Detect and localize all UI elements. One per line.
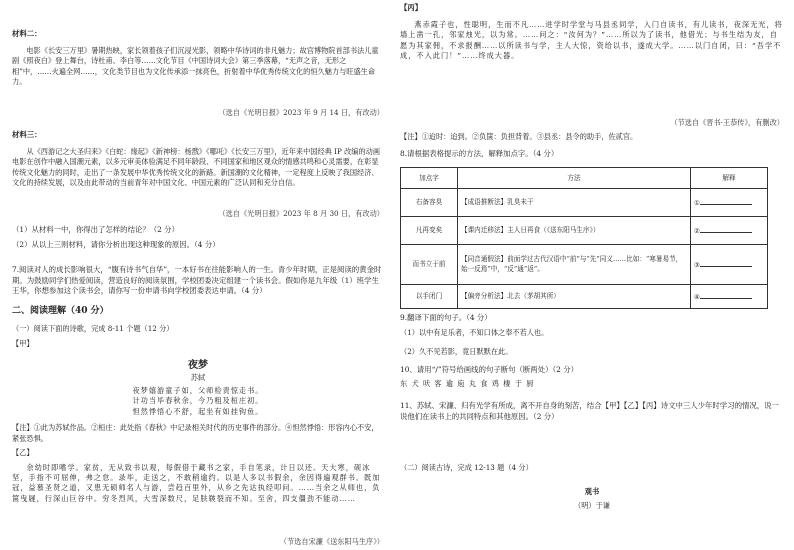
table-header: 方法: [458, 168, 691, 189]
material-2-source: （选自《光明日报》2023 年 9 月 14 日，有改动）: [218, 107, 384, 117]
table-cell-word: 而书立于前: [401, 245, 458, 285]
table-cell-word: 凡再变矣: [401, 217, 458, 245]
table-cell-answer: [691, 285, 768, 309]
table-row: [401, 245, 768, 285]
jia-label: 【甲】: [12, 338, 34, 348]
table-cell-answer: [691, 189, 768, 217]
table-cell-method: 【偏旁分析法】北去（茅胡其所）: [458, 285, 691, 309]
bing-source: （节选自《晋书·王恭传》，有删改）: [670, 117, 784, 127]
poem-line: 夜梦嬉游童子如，父师检责惊走书。: [132, 385, 264, 395]
table-header: 解释: [691, 168, 768, 189]
left-column: [12, 0, 384, 550]
table-row: [401, 217, 768, 245]
poem-body: [12, 386, 384, 417]
poem-2-author: （明）于谦: [574, 501, 610, 511]
answer-blank[interactable]: [700, 225, 752, 233]
table-cell-word: 右备容臭: [401, 189, 458, 217]
poem-line: 怛然悸悟心不舒，起坐有如挂钩鱼。: [132, 406, 264, 416]
answer-blank[interactable]: [700, 197, 752, 205]
table-cell-method: 【同音通假法】前面学过古代汉语中“前”与“先”同义……比如：“寒暑易节，始一反焉”中，“反”通“返”。: [458, 245, 691, 285]
poem-author: 苏轼: [190, 373, 206, 383]
table-cell-answer: [691, 217, 768, 245]
answer-number: ③: [694, 261, 700, 270]
table-row: [401, 285, 768, 309]
yi-source: （节选自宋濂《送东阳马生序》）: [279, 536, 384, 546]
question-11: 11、苏轼、宋濂、归有光学有所成，离不开自身的刻苦，结合【甲】【乙】【丙】诗文中三人少年时学习的情况，说一说他们在读书上的共同特点和其他原因。（2 分）: [400, 401, 779, 421]
poem-2-title: 观书: [584, 487, 600, 497]
table-header-row: [401, 168, 768, 189]
table-cell-method: 【成语推断法】乳臭未干: [458, 189, 691, 217]
subsection-2: （二）阅读古诗，完成 12-13 题（4 分）: [400, 462, 533, 472]
answer-number: ②: [694, 227, 700, 236]
answer-blank[interactable]: [700, 291, 752, 299]
answer-number: ④: [694, 293, 700, 302]
yi-passage: 余幼时即嗜学。家贫，无从致书以观，每假借于藏书之家，手自笔录，计日以还。天大寒，砚冰坚，手指不可屈伸，弗之怠。录毕，走送之，不敢稍逾约。以是人多以书假余，余因得遍观群书。既加冠，益慕圣贤之道，又患无硕师名人与游，尝趋百里外，从乡之先达执经叩问。……当余之从师也，负箧曳屣，行深山巨谷中。穷冬烈风，大雪深数尺，足肤皲裂而不知。至舍，四支僵劲不能动……: [12, 462, 381, 503]
yi-label: 【乙】: [12, 448, 34, 458]
poem-title: 夜梦: [188, 359, 208, 371]
table-header: 加点字: [401, 168, 458, 189]
answer-number: ①: [694, 199, 700, 208]
table-cell-word: 以手闭门: [401, 285, 458, 309]
vocab-table: [400, 167, 768, 309]
question-7: 7.阅读对人的成长影响很大，“腹有诗书气自华”，一本好书在往能影响人的一生。青少年时期，正是阅读的黄金时期。为鼓励同学们热爱阅读，营造良好的阅读氛围，学校团委决定组建一个读书会。假如你是九年级（1）班学生王华，你想参加这个读书会，请你写一份申请书向学校团委表达申请。（4 分）: [12, 264, 382, 296]
question-9-part-2: （2）久不见若影，竟日默默在此。: [400, 346, 513, 356]
table-cell-method: 【课内迁移法】主人日再食（《送东阳马生序》）: [458, 217, 691, 245]
material-3-body: 从《西游记之大圣归来》《白蛇：缘起》《新神榜：杨戬》《哪吒》《长安三万里》，近年来中国经典 IP 改编的动画电影在创作中融入国潮元素，以多元审美体验满足不同年龄段、不同国家和地区观众的情感共鸣和心灵需要，在彰显传统文化魅力的同时，走出了一条发展中华优秀传统文化的新路。新国潮的文化精神，一定程度上反映了我国经济、文化的持续发展，以及由此带动的当前青年对中国文化、中国元素的广泛认同和充分自信。: [12, 146, 381, 188]
bing-note: 【注】①迨时：迨到。②负箧：负担背着。③县丞：县令的助手，佐贰官。: [400, 132, 638, 142]
poem-line: 计功当毕春秋余，今乃粗及桓庄初。: [132, 396, 264, 406]
material-2-heading: 材料二：: [12, 29, 42, 38]
material-3-source: （选自《光明日报》2023 年 8 月 30 日，有改动）: [218, 208, 384, 218]
subsection-1: （一）阅读下面的诗歌，完成 8-11 个题（12 分）: [12, 324, 174, 334]
poem-note: 【注】①此为苏轼作品。②桓庄：此处指《春秋》中记录相关时代的历史事件的部分。④怛然悸悟：形容内心不安，紧张恐惧。: [12, 423, 379, 443]
question-9: 9.翻译下面的句子。（4 分）: [400, 313, 492, 323]
question-1: （1）从材料一中，你得出了怎样的结论？（2 分）: [12, 225, 179, 235]
section-2-heading: 二、阅读理解（40 分）: [12, 306, 109, 317]
material-2-body: 电影《长安三万里》暑期热映，家长领着孩子们沉浸光影，领略中华诗词的非凡魅力；故宫博物院首部书法儿童剧《照夜白》登上舞台，诗杜甫、李白等……文化节目《中国诗词大会》第三季落幕，“无声之音，无形之相”中，……火遍全网……，文化类节目也为文化传承添一抹亮色，折射着中华优秀传统文化的恒久魅力与旺盛生命力。: [12, 45, 379, 87]
material-3-heading: 材料三：: [12, 130, 42, 140]
question-10-sentence: 东 犬 吠 客 逾 庖 丸 食 鸡 棲 于 厨: [400, 378, 535, 388]
answer-blank[interactable]: [700, 259, 752, 267]
bing-label: 【丙】: [400, 3, 423, 12]
table-cell-answer: [691, 245, 768, 285]
bing-passage: 燕赤霞子也，性聪明，生而不凡……进学时学堂与马县丞同学，入门自读书，有儿读书，夜深无光，将墙上凿一孔，邻家烛光，以为常。……问之：“汝何为？”……所以为了读书，他借光；与书生结为友，自愿为其家佣，不求报酬……以所读书与学，主人大惊，资给以书，遂成大学。……以门自闭，曰：“吾学不成，不入此门！”……终成大器。: [400, 19, 783, 61]
right-column: [400, 0, 784, 550]
question-8: 8.请根据表格提示的方法，解释加点字。（4 分）: [400, 148, 559, 158]
question-2: （2）从以上三则材料，请你分析出现这种现象的原因。（4 分）: [12, 240, 220, 250]
question-9-part-1: （1）以中有足乐者，不知口体之奉不若人也。: [400, 328, 549, 338]
table-row: [401, 189, 768, 217]
question-10: 10、请用“/”符号给画线的句子断句（断两处）（2 分）: [400, 364, 579, 374]
